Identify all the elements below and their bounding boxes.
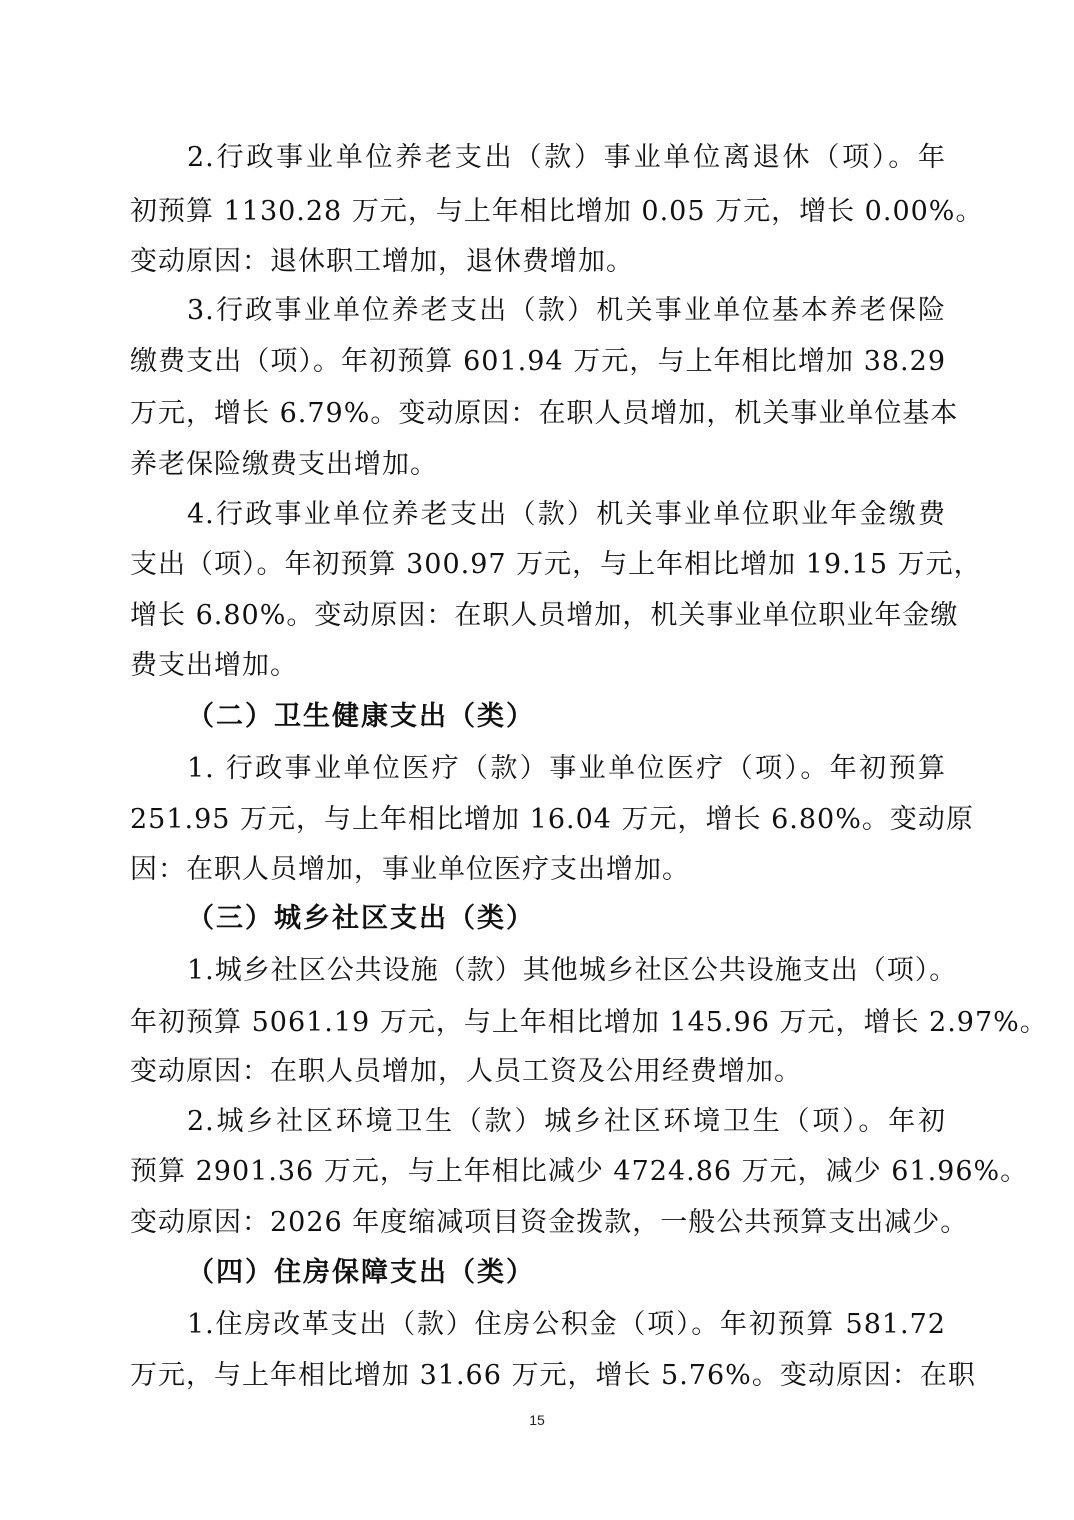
paragraph-line: 变动原因：退休职工增加，退休费增加。 — [130, 246, 634, 277]
paragraph-line: 变动原因：在职人员增加，人员工资及公用经费增加。 — [130, 1056, 802, 1087]
paragraph-line: 因：在职人员增加，事业单位医疗支出增加。 — [130, 854, 690, 885]
paragraph-line: 1.城乡社区公共设施（款）其他城乡社区公共设施支出（项）。 — [187, 955, 958, 986]
paragraph-line: 支出（项）。年初预算 300.97 万元，与上年相比增加 19.15 万元， — [130, 549, 982, 580]
paragraph-line: 1. 行政事业单位医疗（款）事业单位医疗（项）。年初预算 — [187, 753, 946, 784]
paragraph-line: 增长 6.80%。变动原因：在职人员增加，机关事业单位职业年金缴 — [130, 600, 959, 631]
paragraph-line: 251.95 万元，与上年相比增加 16.04 万元，增长 6.80%。变动原 — [130, 804, 974, 835]
paragraph-line: 万元，增长 6.79%。变动原因：在职人员增加，机关事业单位基本 — [130, 398, 959, 429]
paragraph-line: 1.住房改革支出（款）住房公积金（项）。年初预算 581.72 — [187, 1309, 946, 1340]
paragraph-line: 年初预算 5061.19 万元，与上年相比增加 145.96 万元，增长 2.97%。 — [130, 1007, 1048, 1038]
paragraph-line: 费支出增加。 — [130, 650, 298, 681]
paragraph-line: 万元，与上年相比增加 31.66 万元，增长 5.76%。变动原因：在职 — [130, 1360, 976, 1391]
section-heading: （二）卫生健康支出（类） — [187, 701, 535, 732]
paragraph-line: 变动原因：2026 年度缩减项目资金拨款，一般公共预算支出减少。 — [130, 1207, 969, 1238]
paragraph-line: 2.城乡社区环境卫生（款）城乡社区环境卫生（项）。年初 — [187, 1106, 946, 1137]
paragraph-line: 养老保险缴费支出增加。 — [130, 449, 438, 480]
paragraph-line: 缴费支出（项）。年初预算 601.94 万元，与上年相比增加 38.29 — [130, 346, 946, 377]
section-heading: （四）住房保障支出（类） — [187, 1257, 535, 1288]
paragraph-line: 预算 2901.36 万元，与上年相比减少 4724.86 万元，减少 61.96%。 — [130, 1156, 1029, 1187]
paragraph-line: 3.行政事业单位养老支出（款）机关事业单位基本养老保险 — [187, 295, 946, 326]
page-number: 15 — [529, 1412, 545, 1428]
paragraph-line: 4.行政事业单位养老支出（款）机关事业单位职业年金缴费 — [187, 499, 946, 530]
paragraph-line: 2.行政事业单位养老支出（款）事业单位离退休（项）。年 — [187, 142, 946, 173]
section-heading: （三）城乡社区支出（类） — [187, 903, 535, 934]
paragraph-line: 初预算 1130.28 万元，与上年相比增加 0.05 万元，增长 0.00%。 — [130, 196, 984, 227]
